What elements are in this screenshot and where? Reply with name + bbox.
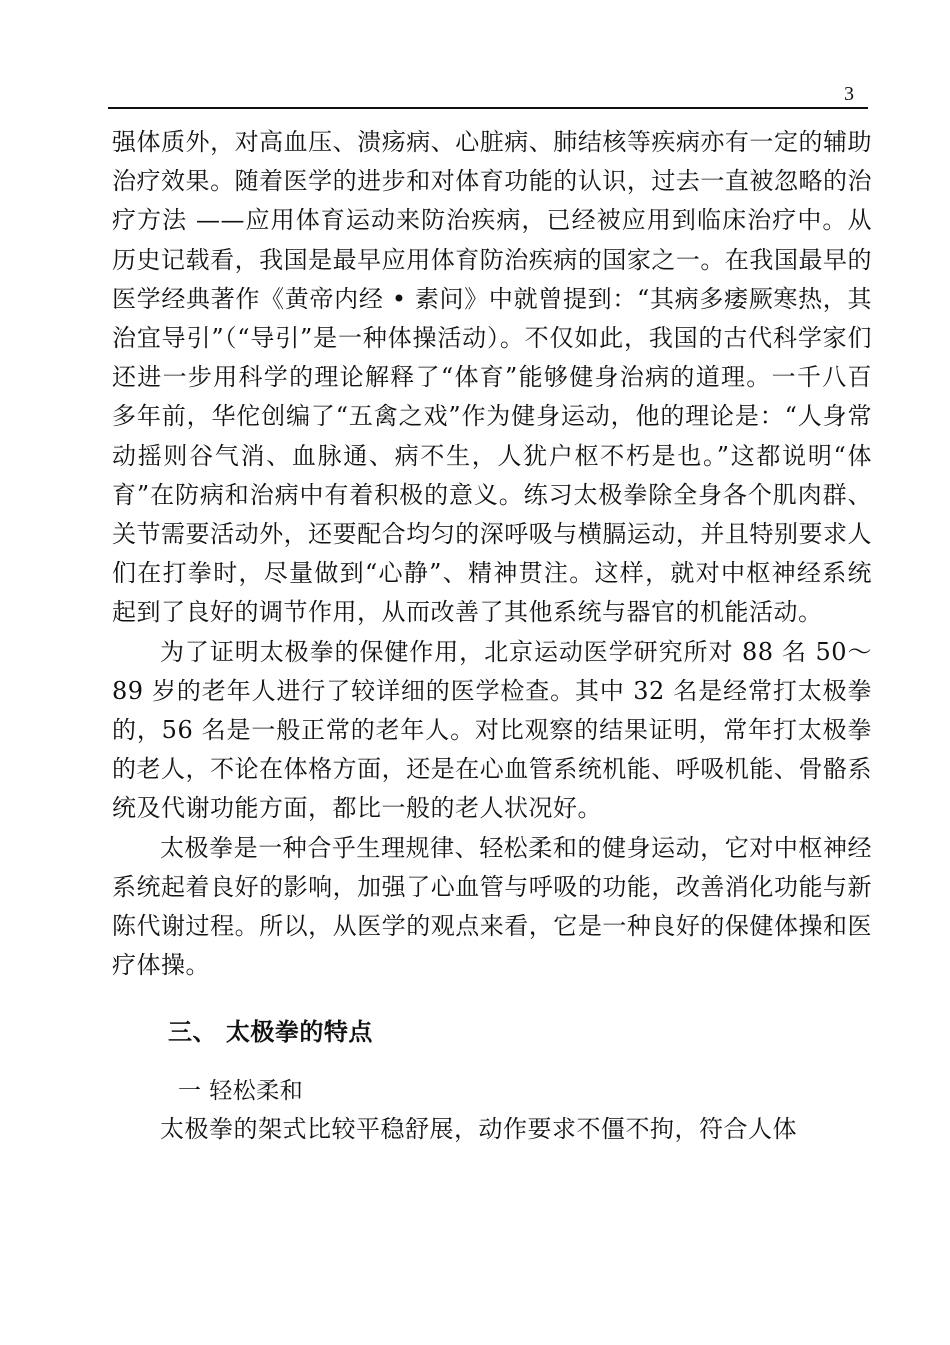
body-paragraph: 为了证明太极拳的保健作用，北京运动医学研究所对 88 名 50～89 岁的老年人进行了较详细的医学检查。其中 32 名是经常打太极拳的，56 名是一般正常的老年人。对比观察的结果证明，常年打太极拳的老人，不论在体格方面，还是在心血管系统机能、呼吸机能、骨骼系统及代谢功能方面，都比一般的老人状况好。 [112,637,872,823]
body-paragraph: 太极拳是一种合乎生理规律、轻松柔和的健身运动，它对中枢神经系统起着良好的影响，加强了心血管与呼吸的功能，改善消化功能与新陈代谢过程。所以，从医学的观点来看，它是一种良好的保健体操和医疗体操。 [112,833,872,980]
body-paragraph: 太极拳的架式比较平稳舒展，动作要求不僵不拘，符合人体 [160,1115,797,1144]
header-rule [108,107,868,109]
subsection-heading: 一 轻松柔和 [178,1078,304,1105]
section-heading: 三、 太极拳的特点 [168,1018,373,1047]
page-body [112,123,872,1150]
page-number: 3 [844,83,854,105]
body-paragraph: 强体质外，对高血压、溃疡病、心脏病、肺结核等疾病亦有一定的辅助治疗效果。随着医学的进步和对体育功能的认识，过去一直被忽略的治疗方法 ——应用体育运动来防治疾病，已经被应用到临床治疗中。从历史记载看，我国是最早应用体育防治疾病的国家之一。在我国最早的医学经典著作《黄帝内经 • 素问》中就曾提到：“其病多痿厥寒热，其治宜导引”（“导引”是一种体操活动）。不仅如此，我国的古代科学家们还进一步用科学的理论解释了“体育”能够健身治病的道理。一千八百多年前，华佗创编了“五禽之戏”作为健身运动，他的理论是：“人身常动摇则谷气消、血脉通、病不生，人犹户枢不朽是也。”这都说明“体育”在防病和治病中有着积极的意义。练习太极拳除全身各个肌肉群、关节需要活动外，还要配合均匀的深呼吸与横膈运动，并且特别要求人们在打拳时，尽量做到“心静”、精神贯注。这样，就对中枢神经系统起到了良好的调节作用，从而改善了其他系统与器官的机能活动。 [112,128,872,627]
